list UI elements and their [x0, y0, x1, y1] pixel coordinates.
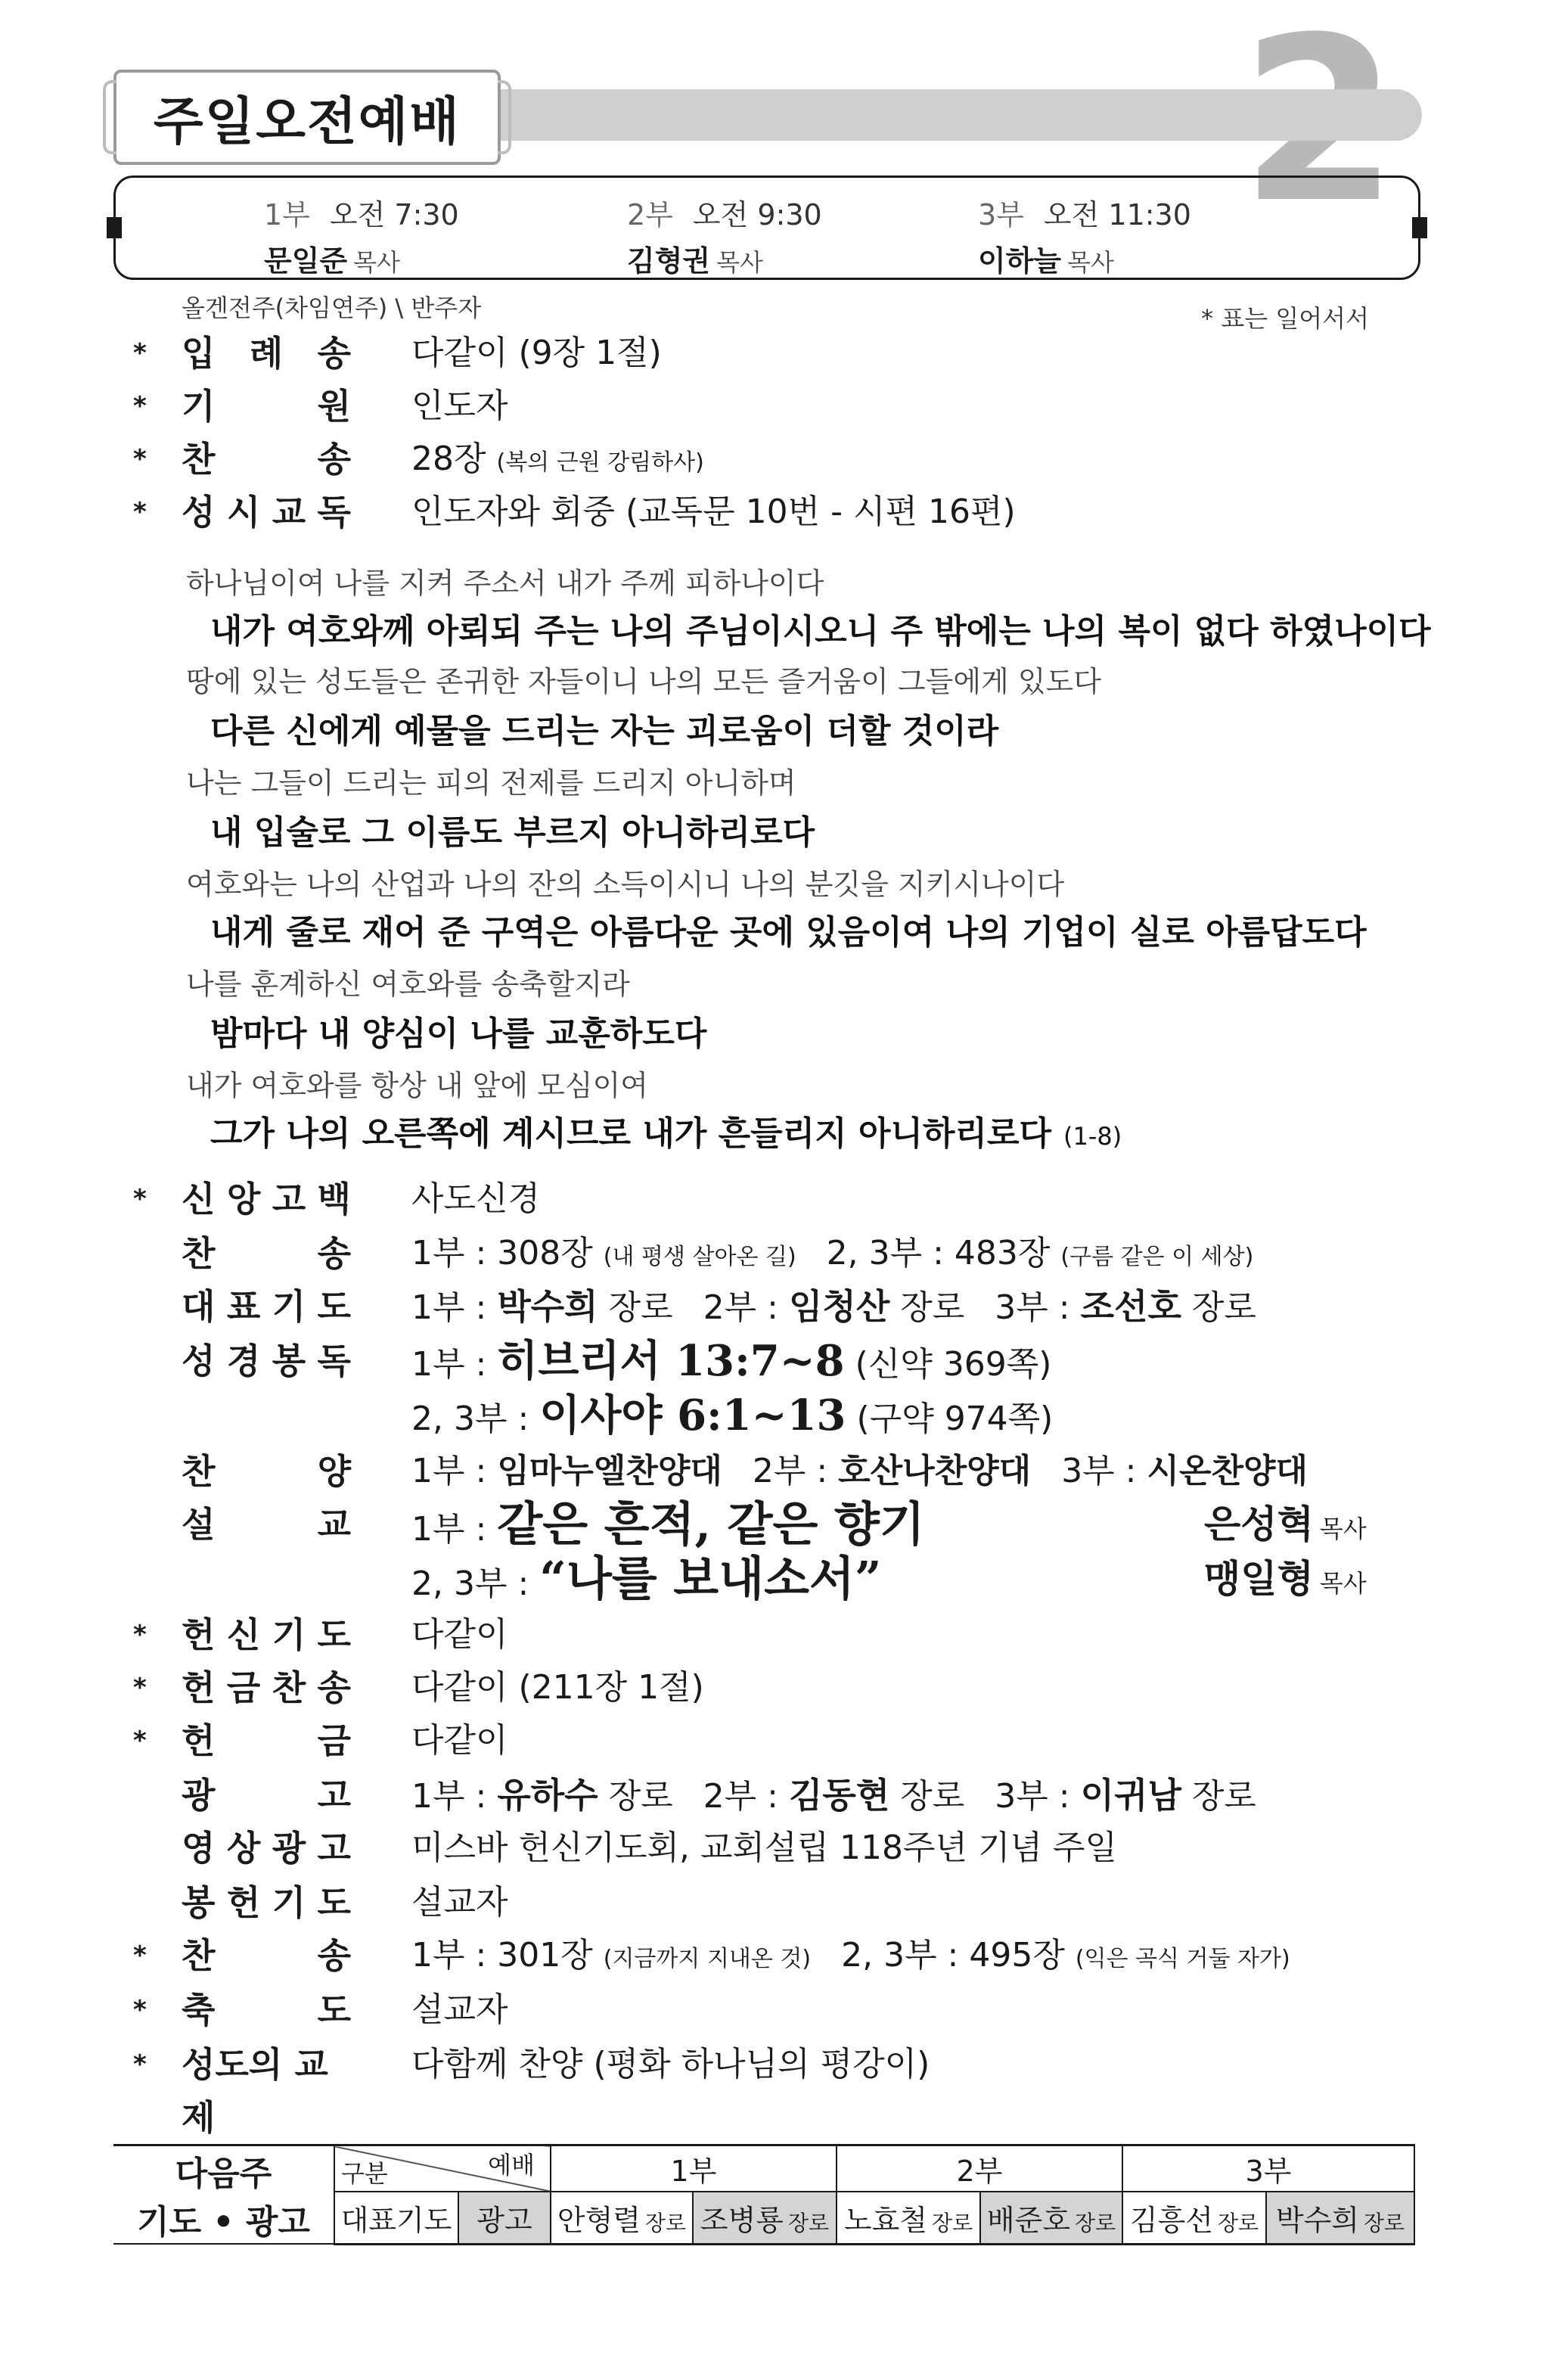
person-title: 장로: [1364, 2210, 1405, 2236]
person-name: 이귀남: [1080, 1775, 1181, 1816]
part-label: 1부 :: [411, 1777, 487, 1816]
order-label: 입 례 송: [182, 333, 351, 374]
title-bar: [499, 89, 1422, 141]
standing-star: *: [133, 1620, 147, 1650]
part-label: 2부 :: [703, 1288, 778, 1327]
scripture-reference: 이사야 6:1~13: [539, 1390, 846, 1440]
person-name: 조병룡: [700, 2203, 784, 2237]
order-label: 찬 송: [182, 1935, 351, 1976]
standing-star: *: [133, 497, 147, 527]
order-value: 미스바 헌신기도회, 교회설립 118주년 기념 주일: [411, 1828, 1117, 1867]
part-label: 2, 3부 :: [411, 1400, 529, 1438]
order-value: 설교자: [411, 1883, 508, 1922]
person-cell: [693, 2192, 837, 2244]
person-title: 장로: [1191, 1777, 1256, 1816]
order-value: 인도자: [411, 387, 508, 425]
person-name: 김흥선: [1129, 2203, 1213, 2237]
order-label: 기 원: [182, 386, 351, 427]
psalm-leader-line: 여호와는 나의 산업과 나의 잔의 소득이시니 나의 분깃을 지키시나이다: [186, 868, 1065, 901]
service-time: 오전 7:30: [329, 198, 459, 231]
service-1: [264, 191, 459, 279]
person-cell: [980, 2192, 1122, 2244]
psalm-leader-line: 나를 훈계하신 여호와를 송축할지라: [186, 968, 630, 1001]
person-name: 유하수: [497, 1775, 598, 1816]
person-title: 장로: [608, 1288, 673, 1327]
part-label: 2, 3부 :: [411, 1564, 529, 1603]
preacher-name: 맹일형: [1204, 1556, 1314, 1601]
part-label: 1부 :: [411, 1452, 487, 1490]
part-label: 1부 :: [411, 1510, 487, 1549]
order-value: [411, 1769, 1256, 1823]
service-part: 3부: [978, 198, 1024, 231]
person-cell: [551, 2192, 693, 2244]
standing-star: *: [133, 2049, 147, 2080]
service-time: 오전 9:30: [692, 198, 822, 231]
person-title: 장로: [645, 2210, 687, 2236]
hymn-part2-title: (구름 같은 이 세상): [1060, 1244, 1254, 1270]
preacher-title: 목사: [1319, 1515, 1367, 1543]
service-pastor-title: 목사: [353, 248, 400, 277]
order-label: 성 경 봉 독: [182, 1341, 351, 1381]
psalm-congregation-line: 내 입술로 그 이름도 부르지 아니하리로다: [210, 813, 815, 852]
part-label: 3부 :: [995, 1777, 1070, 1816]
order-label: 성도의 교제: [182, 2044, 328, 2138]
box-tab-right: [1412, 217, 1427, 238]
standing-star: *: [133, 1995, 147, 2025]
person-title: 장로: [900, 1777, 965, 1816]
person-title: 장로: [788, 2210, 830, 2236]
order-label: 찬 송: [182, 439, 351, 480]
service-pastor: 이하늘: [978, 244, 1062, 278]
person-title: 장로: [608, 1777, 673, 1816]
order-label: 헌 금 찬 송: [182, 1667, 351, 1708]
hymn-part2: 2, 3부 : 483장: [826, 1234, 1051, 1272]
next-week-table: [113, 2144, 1415, 2245]
psalm-leader-line: 하나님이여 나를 지켜 주소서 내가 주께 피하나이다: [186, 567, 824, 600]
part-label: 3부 :: [995, 1288, 1070, 1327]
header-part2: 2부: [837, 2145, 1122, 2192]
psalm-leader-line: 내가 여호와를 항상 내 앞에 모심이여: [186, 1069, 649, 1102]
hymn-part1: 1부 : 301장: [411, 1936, 593, 1975]
title-box: [113, 70, 501, 165]
person-cell: [837, 2192, 980, 2244]
hymn-number: 28장: [411, 440, 486, 478]
hymn-title: (복의 근원 강림하사): [496, 449, 704, 476]
page-title: 주일오전예배: [153, 92, 461, 152]
person-name: 조선호: [1080, 1286, 1181, 1327]
choir-name: 시온찬양대: [1147, 1452, 1308, 1490]
order-value: 다같이: [411, 1615, 508, 1654]
order-value: [411, 1227, 1253, 1284]
hymn-part2: 2, 3부 : 495장: [841, 1936, 1065, 1975]
service-2: [627, 191, 822, 279]
psalm-congregation-line: 밤마다 내 양심이 나를 교훈하도다: [210, 1014, 707, 1053]
standing-star: *: [133, 391, 147, 421]
person-name: 박수희: [1275, 2203, 1359, 2237]
order-value: 다같이 (9장 1절): [411, 334, 662, 372]
order-label: 성 시 교 독: [182, 492, 351, 533]
order-label: 대 표 기 도: [182, 1286, 351, 1327]
standing-star: *: [133, 444, 147, 474]
order-value: 다함께 찬양 (평화 하나님의 평강이): [411, 2045, 930, 2083]
part-label: 1부 :: [411, 1288, 487, 1327]
psalm-line-text: 그가 나의 오른쪽에 계시므로 내가 흔들리지 아니하리로다: [210, 1114, 1052, 1153]
order-value: [411, 1389, 1053, 1446]
part-label: 3부 :: [1061, 1452, 1137, 1490]
order-value: 다같이 (211장 1절): [411, 1668, 704, 1707]
organ-prelude: 올겐전주(차임연주) \ 반주자: [182, 294, 482, 322]
scripture-reference: 히브리서 13:7~8: [497, 1336, 845, 1386]
person-name: 임청산: [788, 1286, 890, 1327]
person-title: 장로: [1218, 2210, 1259, 2236]
order-label: 영 상 광 고: [182, 1828, 351, 1869]
service-part: 1부: [264, 198, 310, 231]
sermon-title: 같은 흔적, 같은 향기: [497, 1496, 925, 1552]
standing-note: * 표는 일어서서: [1201, 304, 1369, 333]
diag-bottom-label: 구분: [341, 2159, 388, 2188]
hymn-part1: 1부 : 308장: [411, 1234, 593, 1272]
order-value: [411, 1280, 1256, 1334]
service-pastor-title: 목사: [716, 248, 763, 277]
preacher: [1204, 1498, 1367, 1560]
row-label-prayer: 대표기도: [334, 2192, 458, 2244]
standing-star: *: [133, 1184, 147, 1214]
row-label-announce: 광고: [458, 2192, 551, 2244]
service-pastor-title: 목사: [1067, 248, 1114, 277]
order-value: [411, 1334, 1051, 1391]
header-part3: 3부: [1122, 2145, 1414, 2192]
header-part1: 1부: [551, 2145, 837, 2192]
standing-star: *: [133, 1940, 147, 1971]
hymn-part2-title: (익은 곡식 거둘 자가): [1075, 1946, 1290, 1972]
service-pastor: 김형권: [627, 244, 711, 278]
order-label: 봉 헌 기 도: [182, 1882, 351, 1923]
order-label: 설 교: [182, 1504, 351, 1545]
part-label: 2부 :: [752, 1452, 828, 1490]
psalm-congregation-line: [210, 1106, 1122, 1154]
person-cell: [1266, 2192, 1414, 2244]
diag-top-label: 예배: [488, 2151, 535, 2180]
scripture-page: (구약 974쪽): [856, 1400, 1054, 1438]
order-value: 인도자와 회중 (교독문 10번 - 시편 16편): [411, 492, 1016, 531]
person-title: 장로: [932, 2210, 973, 2236]
part-label: 1부 :: [411, 1345, 487, 1384]
order-label: 헌 신 기 도: [182, 1614, 351, 1655]
order-value: [411, 1552, 882, 1611]
person-title: 장로: [900, 1288, 965, 1327]
order-label: 광 고: [182, 1775, 351, 1816]
person-name: 김동현: [788, 1775, 890, 1816]
next-week-label: [113, 2145, 334, 2245]
service-pastor: 문일준: [264, 244, 348, 278]
hymn-part1-title: (내 평생 살아온 길): [603, 1244, 796, 1270]
preacher-name: 은성혁: [1204, 1502, 1314, 1546]
order-label: 찬 양: [182, 1451, 351, 1492]
order-value: [411, 1929, 1290, 1986]
next-week-label-line2: 기도 • 광고: [137, 2203, 310, 2242]
order-label: 신 앙 고 백: [182, 1179, 351, 1220]
order-label: 축 도: [182, 1990, 351, 2030]
psalm-congregation-line: 내게 줄로 재어 준 구역은 아름다운 곳에 있음이여 나의 기업이 실로 아름답도다: [210, 913, 1367, 952]
hymn-part1-title: (지금까지 지내온 것): [603, 1946, 812, 1972]
person-name: 박수희: [497, 1286, 598, 1327]
choir-name: 호산나찬양대: [838, 1452, 1032, 1490]
person-name: 노효철: [843, 2203, 927, 2237]
sermon-title: “나를 보내소서”: [539, 1551, 882, 1606]
preacher: [1204, 1552, 1367, 1614]
standing-star: *: [133, 338, 147, 368]
service-times-box: [113, 176, 1420, 280]
person-cell: [1122, 2192, 1266, 2244]
person-name: 안형렬: [557, 2203, 641, 2237]
box-tab-left: [107, 217, 122, 238]
order-value: [411, 433, 704, 489]
order-label: 찬 송: [182, 1233, 351, 1274]
psalm-congregation-line: 다른 신에게 예물을 드리는 자는 괴로움이 더할 것이라: [210, 712, 999, 750]
person-title: 장로: [1191, 1288, 1256, 1327]
table-header-row: [113, 2145, 1414, 2192]
order-label: 헌 금: [182, 1720, 351, 1761]
diagonal-header-cell: [334, 2145, 551, 2192]
service-part: 2부: [627, 198, 673, 231]
person-name: 배준호: [986, 2203, 1070, 2237]
scripture-page: (신약 369쪽): [855, 1345, 1052, 1384]
order-value: 다같이: [411, 1721, 508, 1760]
order-value: [411, 1445, 1308, 1498]
standing-star: *: [133, 1673, 147, 1703]
order-value: [411, 1498, 925, 1556]
preacher-title: 목사: [1319, 1569, 1367, 1598]
service-time: 오전 11:30: [1043, 198, 1191, 231]
part-label: 2부 :: [703, 1777, 778, 1816]
standing-star: *: [133, 1726, 147, 1756]
psalm-reference: (1-8): [1063, 1122, 1122, 1151]
psalm-leader-line: 나는 그들이 드리는 피의 전제를 드리지 아니하며: [186, 766, 796, 800]
order-value: 설교자: [411, 1990, 508, 2029]
psalm-leader-line: 땅에 있는 성도들은 존귀한 자들이니 나의 모든 즐거움이 그들에게 있도다: [186, 665, 1101, 698]
choir-name: 임마누엘찬양대: [497, 1452, 722, 1490]
service-3: [978, 191, 1191, 279]
order-value: 사도신경: [411, 1179, 541, 1218]
psalm-congregation-line: 내가 여호와께 아뢰되 주는 나의 주님이시오니 주 밖에는 나의 복이 없다 하였나이다: [210, 612, 1431, 651]
next-week-label-line1: 다음주: [175, 2155, 272, 2193]
person-title: 장로: [1075, 2210, 1116, 2236]
